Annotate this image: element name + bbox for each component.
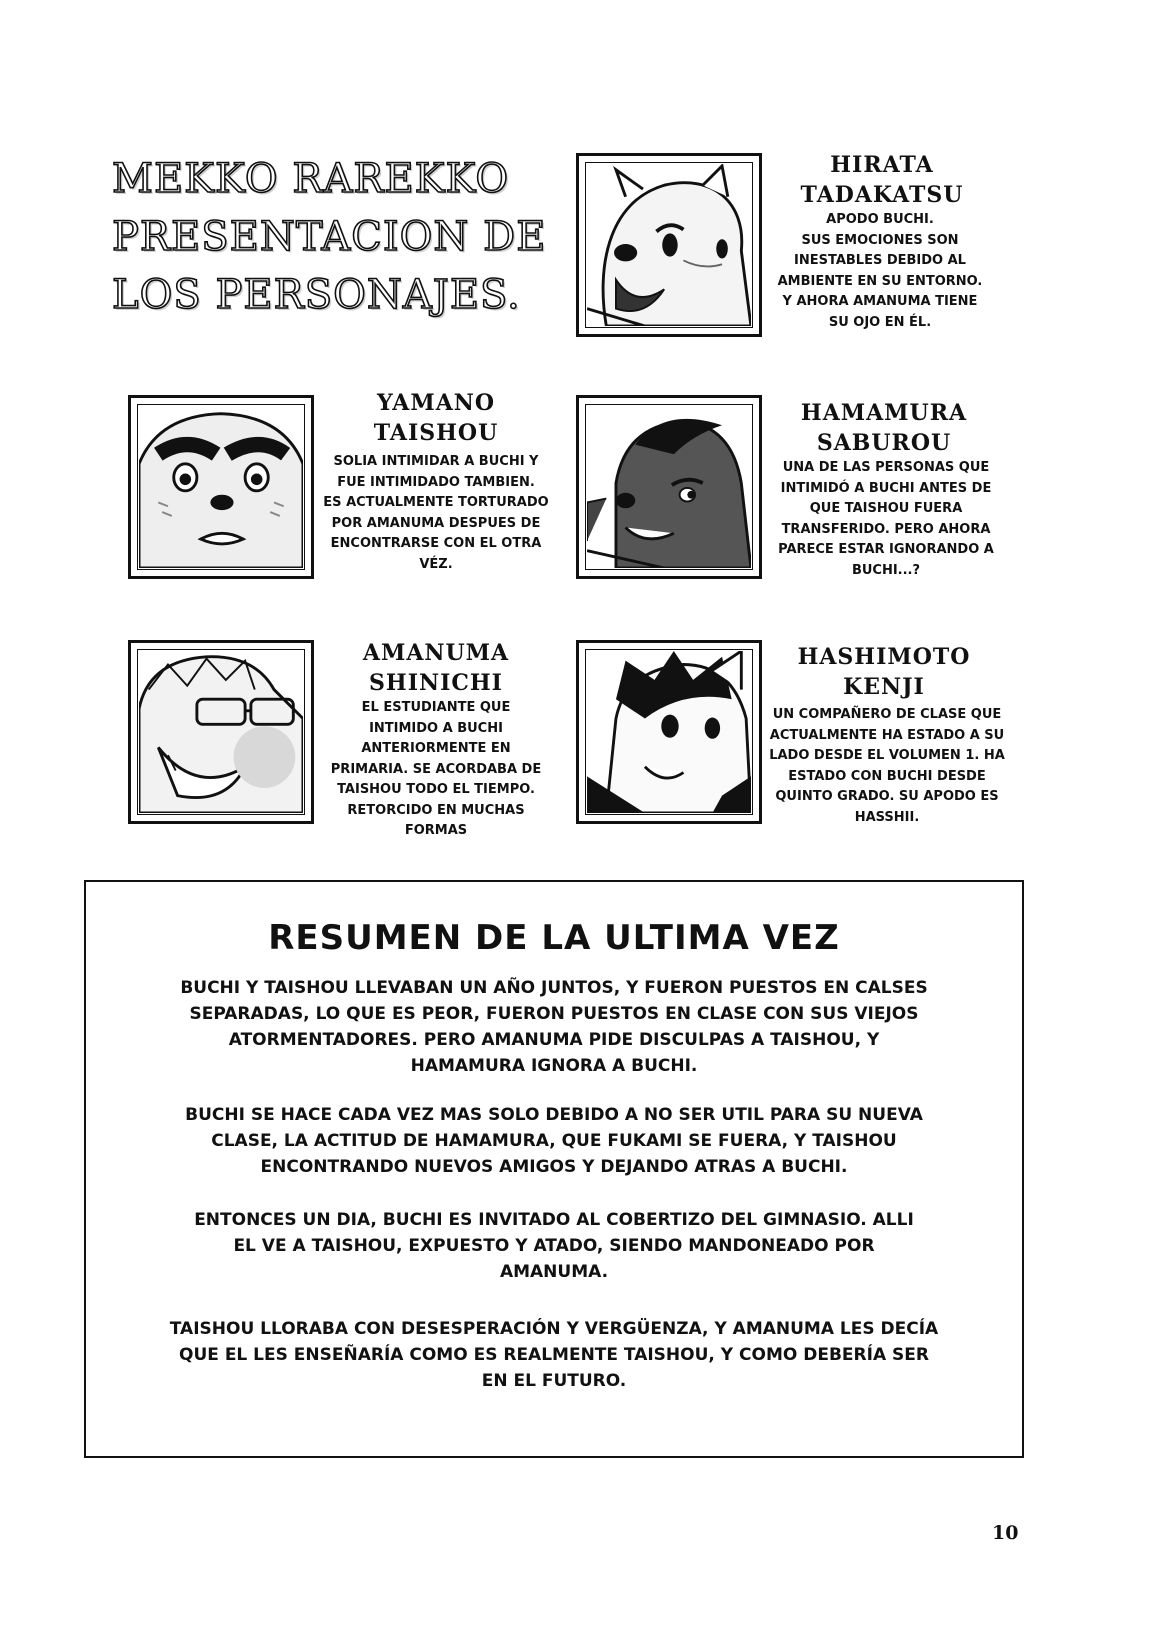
character-name-line-1: HASHIMOTO: [797, 644, 971, 670]
summary-paragraph-text: ENTONCES UN DIA, BUCHI ES INVITADO AL COBERTIZO DEL GIMNASIO. ALLI EL VE A TAISHOU, EXPUESTO Y ATADO, SIENDO MANDONEADO POR AMANUMA.: [194, 1210, 914, 1282]
summary-paragraph-3: [84, 1207, 1024, 1285]
portrait-yamano-illustration: [139, 406, 303, 568]
portrait-hamamura-illustration: [587, 406, 751, 568]
character-name-hamamura: [772, 398, 996, 458]
portrait-amanuma-illustration: [139, 651, 303, 813]
portrait-hirata-illustration: [587, 164, 751, 326]
character-description-yamano: [312, 452, 560, 575]
character-name-line-2: TADAKATSU: [800, 182, 964, 208]
character-name-amanuma: [316, 638, 556, 698]
character-description-text: SOLIA INTIMIDAR A BUCHI Y FUE INTIMIDADO TAMBIEN. ES ACTUALMENTE TORTURADO POR AMANUMA DESPUES DE ENCONTRARSE CON EL OTRA VÉZ.: [323, 454, 549, 572]
character-name-hirata: [770, 150, 994, 210]
character-description-hirata: [760, 210, 1000, 333]
portrait-hashimoto-illustration: [587, 651, 751, 813]
page-title: [112, 150, 572, 324]
title-line-3: LOS PERSONAJES.: [112, 272, 521, 318]
character-name-line-1: HAMAMURA: [800, 400, 968, 426]
character-name-line-2: KENJI: [843, 674, 925, 700]
character-description-hamamura: [760, 458, 1012, 581]
character-description-text: UN COMPAÑERO DE CLASE QUE ACTUALMENTE HA ESTADO A SU LADO DESDE EL VOLUMEN 1. HA ESTADO CON BUCHI DESDE QUINTO GRADO. SU APODO ES HASSHII.: [769, 707, 1005, 825]
character-description-text: EL ESTUDIANTE QUE INTIMIDO A BUCHI ANTERIORMENTE EN PRIMARIA. SE ACORDABA DE TAISHOU TODO EL TIEMPO. RETORCIDO EN MUCHAS FORMAS: [330, 700, 542, 838]
title-line-2: PRESENTACION DE: [112, 214, 547, 260]
character-name-line-2: SABUROU: [816, 430, 952, 456]
summary-paragraph-4: [84, 1316, 1024, 1394]
character-name-yamano: [318, 388, 554, 448]
character-description-text: UNA DE LAS PERSONAS QUE INTIMIDÓ A BUCHI ANTES DE QUE TAISHOU FUERA TRANSFERIDO. PERO AHORA PARECE ESTAR IGNORANDO A BUCHI...?: [778, 460, 994, 578]
portrait-hirata: [576, 153, 762, 337]
character-name-line-1: AMANUMA: [362, 640, 510, 666]
character-description-text: APODO BUCHI. SUS EMOCIONES SON INESTABLES DEBIDO AL AMBIENTE EN SU ENTORNO. Y AHORA AMANUMA TIENE SU OJO EN ÉL.: [777, 212, 983, 330]
character-name-hashimoto: [770, 642, 998, 702]
summary-paragraph-text: TAISHOU LLORABA CON DESESPERACIÓN Y VERGÜENZA, Y AMANUMA LES DECÍA QUE EL LES ENSEÑARÍA COMO ES REALMENTE TAISHOU, Y COMO DEBERÍA SER EN EL FUTURO.: [169, 1319, 939, 1391]
character-description-amanuma: [312, 698, 560, 842]
summary-paragraph-text: BUCHI Y TAISHOU LLEVABAN UN AÑO JUNTOS, Y FUERON PUESTOS EN CALSES SEPARADAS, LO QUE ES PEOR, FUERON PUESTOS EN CLASE CON SUS VIEJOS ATORMENTADORES. PERO AMANUMA PIDE DISCULPAS A TAISHOU, Y HAMAMURA IGNORA A BUCHI.: [180, 978, 928, 1076]
character-name-line-2: TAISHOU: [373, 420, 499, 446]
page-number: 10: [992, 1522, 1019, 1544]
character-name-line-1: HIRATA: [830, 152, 934, 178]
portrait-hashimoto: [576, 640, 762, 824]
character-name-line-1: YAMANO: [376, 390, 496, 416]
title-line-1: MEKKO RAREKKO: [112, 156, 510, 202]
character-name-line-2: SHINICHI: [369, 670, 503, 696]
summary-paragraph-1: [84, 975, 1024, 1079]
portrait-hamamura: [576, 395, 762, 579]
portrait-amanuma: [128, 640, 314, 824]
character-description-hashimoto: [758, 705, 1016, 828]
summary-title: RESUMEN DE LA ULTIMA VEZ: [268, 918, 840, 958]
portrait-yamano: [128, 395, 314, 579]
summary-paragraph-text: BUCHI SE HACE CADA VEZ MAS SOLO DEBIDO A NO SER UTIL PARA SU NUEVA CLASE, LA ACTITUD DE HAMAMURA, QUE FUKAMI SE FUERA, Y TAISHOU ENCONTRANDO NUEVOS AMIGOS Y DEJANDO ATRAS A BUCHI.: [185, 1105, 923, 1177]
summary-paragraph-2: [84, 1102, 1024, 1180]
